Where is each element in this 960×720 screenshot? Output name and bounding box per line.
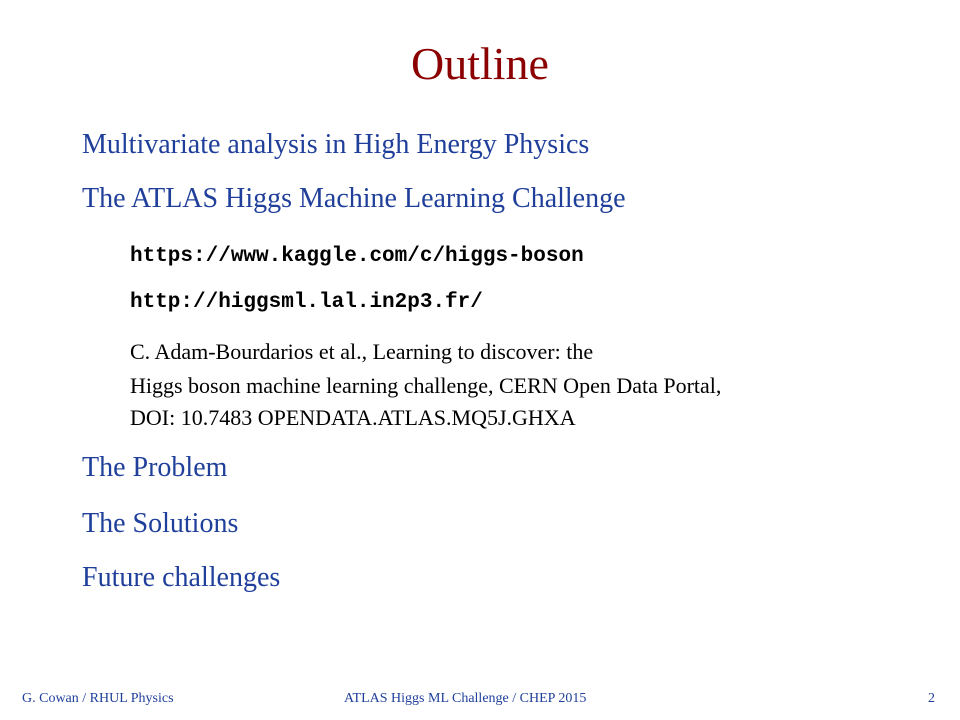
- outline-item-solutions: The Solutions: [82, 508, 239, 539]
- reference-line-2: Higgs boson machine learning challenge, CERN Open Data Portal,: [130, 373, 722, 398]
- outline-item-challenge: The ATLAS Higgs Machine Learning Challenge: [82, 183, 626, 214]
- higgsml-link[interactable]: http://higgsml.lal.in2p3.fr/: [130, 291, 483, 314]
- slide-title: Outline: [411, 38, 549, 89]
- outline-item-problem: The Problem: [82, 452, 228, 483]
- reference-line-3: DOI: 10.7483 OPENDATA.ATLAS.MQ5J.GHXA: [130, 405, 576, 430]
- footer-author: G. Cowan / RHUL Physics: [22, 691, 174, 706]
- kaggle-link[interactable]: https://www.kaggle.com/c/higgs-boson: [130, 245, 584, 268]
- outline-item-mva: Multivariate analysis in High Energy Physics: [82, 129, 590, 160]
- outline-item-future: Future challenges: [82, 562, 281, 593]
- reference-line-1: C. Adam-Bourdarios et al., Learning to discover: the: [130, 339, 594, 364]
- footer-talk: ATLAS Higgs ML Challenge / CHEP 2015: [344, 691, 587, 706]
- page-number: 2: [928, 691, 935, 706]
